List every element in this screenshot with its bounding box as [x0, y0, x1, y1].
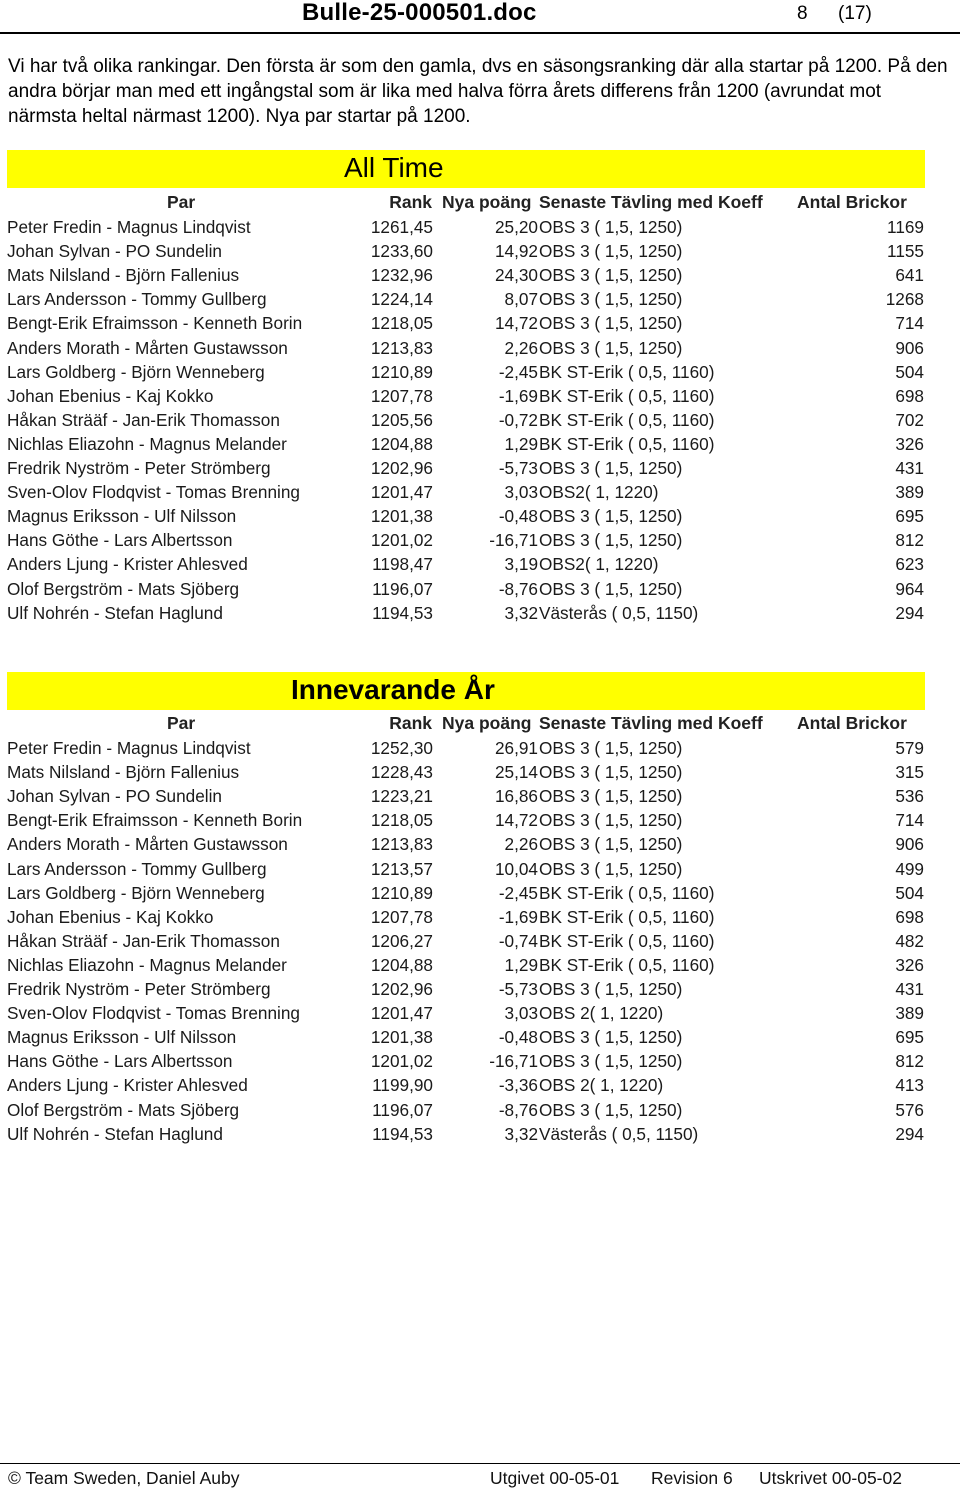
col-header-antal: Antal Brickor	[797, 713, 907, 733]
cell-antal-brickor: 714	[895, 313, 924, 334]
cell-senaste-tavling: OBS 3 ( 1,5, 1250)	[539, 786, 683, 807]
table-row	[0, 603, 960, 627]
cell-rank: 1201,38	[370, 506, 433, 527]
cell-rank: 1218,05	[370, 313, 433, 334]
col-header-senaste: Senaste Tävling med Koeff	[539, 192, 763, 212]
cell-nya-poang: 3,19	[504, 554, 538, 575]
document-title: Bulle-25-000501.doc	[302, 0, 537, 26]
cell-nya-poang: 24,30	[494, 265, 538, 286]
page-total: (17)	[838, 3, 872, 24]
cell-senaste-tavling: BK ST-Erik ( 0,5, 1160)	[539, 882, 715, 903]
cell-par: Lars Andersson - Tommy Gullberg	[7, 858, 267, 879]
cell-nya-poang: 3,03	[504, 1003, 538, 1024]
cell-senaste-tavling: OBS2( 1, 1220)	[539, 554, 659, 575]
table-row	[0, 554, 960, 578]
cell-rank: 1205,56	[370, 409, 433, 430]
cell-antal-brickor: 499	[895, 858, 924, 879]
table-row	[0, 410, 960, 434]
cell-rank: 1196,07	[372, 578, 433, 599]
cell-rank: 1194,53	[372, 1123, 433, 1144]
cell-nya-poang: 1,29	[504, 954, 538, 975]
cell-par: Anders Morath - Mårten Gustawsson	[7, 337, 288, 358]
table-row	[0, 338, 960, 362]
col-header-senaste: Senaste Tävling med Koeff	[539, 713, 763, 733]
cell-antal-brickor: 698	[895, 385, 924, 406]
cell-senaste-tavling: Västerås ( 0,5, 1150)	[539, 1123, 699, 1144]
cell-antal-brickor: 964	[895, 578, 924, 599]
cell-nya-poang: -8,76	[498, 1099, 538, 1120]
cell-senaste-tavling: OBS 3 ( 1,5, 1250)	[539, 858, 683, 879]
all-time-column-headers	[0, 192, 960, 216]
col-header-nya: Nya poäng	[442, 713, 532, 733]
cell-senaste-tavling: OBS 3 ( 1,5, 1250)	[539, 506, 683, 527]
table-row	[0, 810, 960, 834]
cell-rank: 1202,96	[370, 979, 433, 999]
cell-nya-poang: -0,72	[498, 409, 538, 430]
cell-rank: 1223,21	[370, 786, 433, 807]
cell-antal-brickor: 906	[895, 834, 924, 855]
cell-rank: 1224,14	[370, 289, 433, 310]
cell-rank: 1199,90	[372, 1075, 433, 1096]
table-row	[0, 979, 960, 1003]
cell-antal-brickor: 482	[895, 930, 924, 951]
cell-par: Anders Ljung - Krister Ahlesved	[7, 554, 248, 575]
cell-antal-brickor: 389	[895, 1003, 924, 1024]
cell-senaste-tavling: BK ST-Erik ( 0,5, 1160)	[539, 361, 715, 382]
col-header-par: Par	[167, 192, 196, 212]
cell-rank: 1194,53	[372, 602, 433, 623]
table-row	[0, 931, 960, 955]
footer-copyright: © Team Sweden, Daniel Auby	[8, 1468, 240, 1488]
cell-antal-brickor: 1268	[885, 289, 924, 310]
cell-nya-poang: -2,45	[498, 361, 538, 382]
cell-senaste-tavling: OBS 3 ( 1,5, 1250)	[539, 241, 683, 262]
cell-par: Fredrik Nyström - Peter Strömberg	[7, 979, 271, 999]
cell-rank: 1204,88	[370, 954, 433, 975]
table-row	[0, 1100, 960, 1124]
cell-par: Magnus Eriksson - Ulf Nilsson	[7, 506, 237, 527]
cell-antal-brickor: 413	[895, 1075, 924, 1096]
cell-nya-poang: 2,26	[504, 834, 538, 855]
cell-par: Sven-Olov Flodqvist - Tomas Brenning	[7, 1003, 300, 1024]
cell-par: Sven-Olov Flodqvist - Tomas Brenning	[7, 482, 300, 503]
cell-rank: 1210,89	[370, 361, 433, 382]
cell-antal-brickor: 641	[895, 265, 924, 286]
page-footer	[0, 1466, 960, 1490]
cell-senaste-tavling: OBS 2( 1, 1220)	[539, 1003, 664, 1024]
cell-rank: 1201,47	[370, 482, 433, 503]
cell-par: Lars Andersson - Tommy Gullberg	[7, 289, 267, 310]
cell-nya-poang: 14,72	[494, 313, 538, 334]
cell-nya-poang: 2,26	[504, 337, 538, 358]
table-row	[0, 289, 960, 313]
cell-senaste-tavling: OBS 3 ( 1,5, 1250)	[539, 578, 683, 599]
cell-antal-brickor: 431	[895, 458, 924, 478]
current-year-column-headers	[0, 713, 960, 737]
table-row	[0, 530, 960, 554]
cell-rank: 1201,47	[370, 1003, 433, 1024]
col-header-par: Par	[167, 713, 196, 733]
cell-rank: 1233,60	[370, 241, 433, 262]
cell-par: Lars Goldberg - Björn Wenneberg	[7, 882, 265, 903]
col-header-antal: Antal Brickor	[797, 192, 907, 212]
cell-senaste-tavling: OBS 3 ( 1,5, 1250)	[539, 1099, 683, 1120]
cell-senaste-tavling: OBS 3 ( 1,5, 1250)	[539, 265, 683, 286]
cell-par: Olof Bergström - Mats Sjöberg	[7, 578, 240, 599]
cell-senaste-tavling: Västerås ( 0,5, 1150)	[539, 602, 699, 623]
cell-nya-poang: 10,04	[494, 858, 538, 879]
table-row	[0, 834, 960, 858]
page-header	[0, 0, 960, 30]
cell-senaste-tavling: OBS 3 ( 1,5, 1250)	[539, 810, 683, 831]
cell-rank: 1213,83	[370, 834, 433, 855]
footer-divider	[0, 1463, 960, 1464]
cell-par: Håkan Strääf - Jan-Erik Thomasson	[7, 930, 280, 951]
cell-nya-poang: 25,14	[494, 762, 538, 783]
cell-nya-poang: -5,73	[498, 979, 538, 999]
cell-nya-poang: -0,48	[498, 506, 538, 527]
table-row	[0, 506, 960, 530]
col-header-rank: Rank	[389, 713, 432, 733]
cell-nya-poang: -5,73	[498, 458, 538, 478]
cell-nya-poang: -1,69	[498, 906, 538, 927]
cell-nya-poang: -16,71	[489, 530, 538, 551]
footer-printed: Utskrivet 00-05-02	[759, 1468, 902, 1488]
cell-par: Lars Goldberg - Björn Wenneberg	[7, 361, 265, 382]
cell-antal-brickor: 698	[895, 906, 924, 927]
table-row	[0, 883, 960, 907]
footer-published: Utgivet 00-05-01	[490, 1468, 620, 1488]
all-time-banner	[7, 150, 925, 188]
cell-par: Hans Göthe - Lars Albertsson	[7, 530, 233, 551]
cell-rank: 1228,43	[370, 762, 433, 783]
cell-rank: 1261,45	[370, 217, 433, 237]
cell-par: Anders Ljung - Krister Ahlesved	[7, 1075, 248, 1096]
table-row	[0, 386, 960, 410]
cell-antal-brickor: 1169	[887, 217, 924, 237]
cell-senaste-tavling: OBS 3 ( 1,5, 1250)	[539, 289, 683, 310]
cell-rank: 1198,47	[372, 554, 433, 575]
cell-nya-poang: 8,07	[504, 289, 538, 310]
table-row	[0, 859, 960, 883]
table-row	[0, 907, 960, 931]
table-row	[0, 955, 960, 979]
all-time-title: All Time	[344, 152, 444, 183]
cell-senaste-tavling: OBS 3 ( 1,5, 1250)	[539, 1027, 683, 1048]
table-row	[0, 458, 960, 482]
table-row	[0, 217, 960, 241]
table-row	[0, 1051, 960, 1075]
cell-par: Magnus Eriksson - Ulf Nilsson	[7, 1027, 237, 1048]
table-row	[0, 738, 960, 762]
cell-par: Anders Morath - Mårten Gustawsson	[7, 834, 288, 855]
table-row	[0, 1075, 960, 1099]
cell-senaste-tavling: BK ST-Erik ( 0,5, 1160)	[539, 906, 715, 927]
cell-par: Bengt-Erik Efraimsson - Kenneth Borin	[7, 313, 303, 334]
table-row	[0, 313, 960, 337]
table-row	[0, 434, 960, 458]
cell-antal-brickor: 504	[895, 361, 924, 382]
cell-par: Johan Sylvan - PO Sundelin	[7, 786, 222, 807]
cell-par: Fredrik Nyström - Peter Strömberg	[7, 458, 271, 478]
cell-senaste-tavling: OBS2( 1, 1220)	[539, 482, 659, 503]
cell-senaste-tavling: BK ST-Erik ( 0,5, 1160)	[539, 433, 715, 454]
cell-antal-brickor: 536	[895, 786, 924, 807]
cell-nya-poang: -0,48	[498, 1027, 538, 1048]
cell-nya-poang: -8,76	[498, 578, 538, 599]
cell-nya-poang: 3,32	[504, 602, 538, 623]
cell-nya-poang: 3,32	[504, 1123, 538, 1144]
cell-rank: 1207,78	[370, 385, 433, 406]
cell-par: Peter Fredin - Magnus Lindqvist	[7, 738, 251, 758]
cell-nya-poang: 1,29	[504, 433, 538, 454]
col-header-nya: Nya poäng	[442, 192, 532, 212]
cell-rank: 1213,57	[370, 858, 433, 879]
cell-antal-brickor: 294	[895, 1123, 924, 1144]
cell-nya-poang: -3,36	[498, 1075, 538, 1096]
cell-antal-brickor: 695	[895, 1027, 924, 1048]
cell-par: Johan Sylvan - PO Sundelin	[7, 241, 222, 262]
col-header-rank: Rank	[389, 192, 432, 212]
cell-senaste-tavling: OBS 2( 1, 1220)	[539, 1075, 664, 1096]
cell-rank: 1213,83	[370, 337, 433, 358]
header-divider	[0, 32, 960, 34]
cell-nya-poang: 26,91	[494, 738, 538, 758]
table-row	[0, 241, 960, 265]
cell-rank: 1218,05	[370, 810, 433, 831]
cell-rank: 1201,38	[370, 1027, 433, 1048]
cell-senaste-tavling: OBS 3 ( 1,5, 1250)	[539, 1051, 683, 1072]
cell-par: Mats Nilsland - Björn Fallenius	[7, 762, 240, 783]
cell-antal-brickor: 294	[895, 602, 924, 623]
cell-rank: 1201,02	[370, 1051, 433, 1072]
cell-rank: 1252,30	[370, 738, 433, 758]
cell-antal-brickor: 1155	[887, 241, 924, 262]
cell-par: Mats Nilsland - Björn Fallenius	[7, 265, 240, 286]
cell-antal-brickor: 389	[895, 482, 924, 503]
page-number: 8	[797, 3, 808, 24]
cell-antal-brickor: 576	[895, 1099, 924, 1120]
cell-senaste-tavling: OBS 3 ( 1,5, 1250)	[539, 834, 683, 855]
table-row	[0, 1027, 960, 1051]
cell-senaste-tavling: OBS 3 ( 1,5, 1250)	[539, 217, 683, 237]
cell-par: Nichlas Eliazohn - Magnus Melander	[7, 433, 287, 454]
cell-antal-brickor: 623	[895, 554, 924, 575]
cell-senaste-tavling: OBS 3 ( 1,5, 1250)	[539, 530, 683, 551]
cell-par: Peter Fredin - Magnus Lindqvist	[7, 217, 251, 237]
cell-nya-poang: 3,03	[504, 482, 538, 503]
cell-antal-brickor: 315	[895, 762, 924, 783]
cell-antal-brickor: 812	[895, 530, 924, 551]
cell-rank: 1207,78	[370, 906, 433, 927]
footer-revision: Revision 6	[651, 1468, 733, 1488]
cell-par: Ulf Nohrén - Stefan Haglund	[7, 602, 223, 623]
cell-par: Hans Göthe - Lars Albertsson	[7, 1051, 233, 1072]
cell-nya-poang: -0,74	[498, 930, 538, 951]
table-row	[0, 579, 960, 603]
table-row	[0, 1124, 960, 1148]
cell-antal-brickor: 326	[895, 954, 924, 975]
cell-nya-poang: -1,69	[498, 385, 538, 406]
cell-nya-poang: 16,86	[494, 786, 538, 807]
cell-senaste-tavling: BK ST-Erik ( 0,5, 1160)	[539, 385, 715, 406]
cell-antal-brickor: 695	[895, 506, 924, 527]
current-year-title: Innevarande År	[291, 674, 495, 705]
cell-antal-brickor: 812	[895, 1051, 924, 1072]
cell-senaste-tavling: BK ST-Erik ( 0,5, 1160)	[539, 954, 715, 975]
cell-rank: 1202,96	[370, 458, 433, 478]
cell-senaste-tavling: BK ST-Erik ( 0,5, 1160)	[539, 409, 715, 430]
table-row	[0, 762, 960, 786]
table-row	[0, 786, 960, 810]
table-row	[0, 482, 960, 506]
cell-rank: 1210,89	[370, 882, 433, 903]
cell-par: Bengt-Erik Efraimsson - Kenneth Borin	[7, 810, 303, 831]
cell-antal-brickor: 702	[895, 409, 924, 430]
cell-rank: 1232,96	[370, 265, 433, 286]
cell-nya-poang: -2,45	[498, 882, 538, 903]
cell-nya-poang: 14,92	[494, 241, 538, 262]
cell-antal-brickor: 504	[895, 882, 924, 903]
cell-senaste-tavling: OBS 3 ( 1,5, 1250)	[539, 458, 683, 478]
cell-antal-brickor: 326	[895, 433, 924, 454]
cell-senaste-tavling: OBS 3 ( 1,5, 1250)	[539, 762, 683, 783]
intro-paragraph: Vi har två olika rankingar. Den första är som den gamla, dvs en säsongsranking där alla startar på 1200. På den andra börjar man med ett ingångstal som är lika med halva förra årets differens från 1200 (avrundat mot närmsta heltal närmast 1200). Nya par startar på 1200.	[8, 56, 948, 127]
cell-par: Johan Ebenius - Kaj Kokko	[7, 385, 214, 406]
cell-par: Johan Ebenius - Kaj Kokko	[7, 906, 214, 927]
cell-par: Ulf Nohrén - Stefan Haglund	[7, 1123, 223, 1144]
cell-antal-brickor: 579	[895, 738, 924, 758]
cell-par: Nichlas Eliazohn - Magnus Melander	[7, 954, 287, 975]
cell-antal-brickor: 714	[895, 810, 924, 831]
cell-nya-poang: -16,71	[489, 1051, 538, 1072]
table-row	[0, 265, 960, 289]
table-row	[0, 1003, 960, 1027]
cell-par: Olof Bergström - Mats Sjöberg	[7, 1099, 240, 1120]
cell-senaste-tavling: OBS 3 ( 1,5, 1250)	[539, 738, 683, 758]
cell-senaste-tavling: OBS 3 ( 1,5, 1250)	[539, 337, 683, 358]
cell-senaste-tavling: OBS 3 ( 1,5, 1250)	[539, 313, 683, 334]
cell-rank: 1201,02	[370, 530, 433, 551]
cell-rank: 1196,07	[372, 1099, 433, 1120]
cell-rank: 1206,27	[370, 930, 433, 951]
cell-senaste-tavling: OBS 3 ( 1,5, 1250)	[539, 979, 683, 999]
cell-rank: 1204,88	[370, 433, 433, 454]
cell-antal-brickor: 431	[895, 979, 924, 999]
cell-par: Håkan Strääf - Jan-Erik Thomasson	[7, 409, 280, 430]
table-row	[0, 362, 960, 386]
current-year-banner	[7, 672, 925, 710]
cell-nya-poang: 25,20	[494, 217, 538, 237]
cell-nya-poang: 14,72	[494, 810, 538, 831]
cell-senaste-tavling: BK ST-Erik ( 0,5, 1160)	[539, 930, 715, 951]
cell-antal-brickor: 906	[895, 337, 924, 358]
